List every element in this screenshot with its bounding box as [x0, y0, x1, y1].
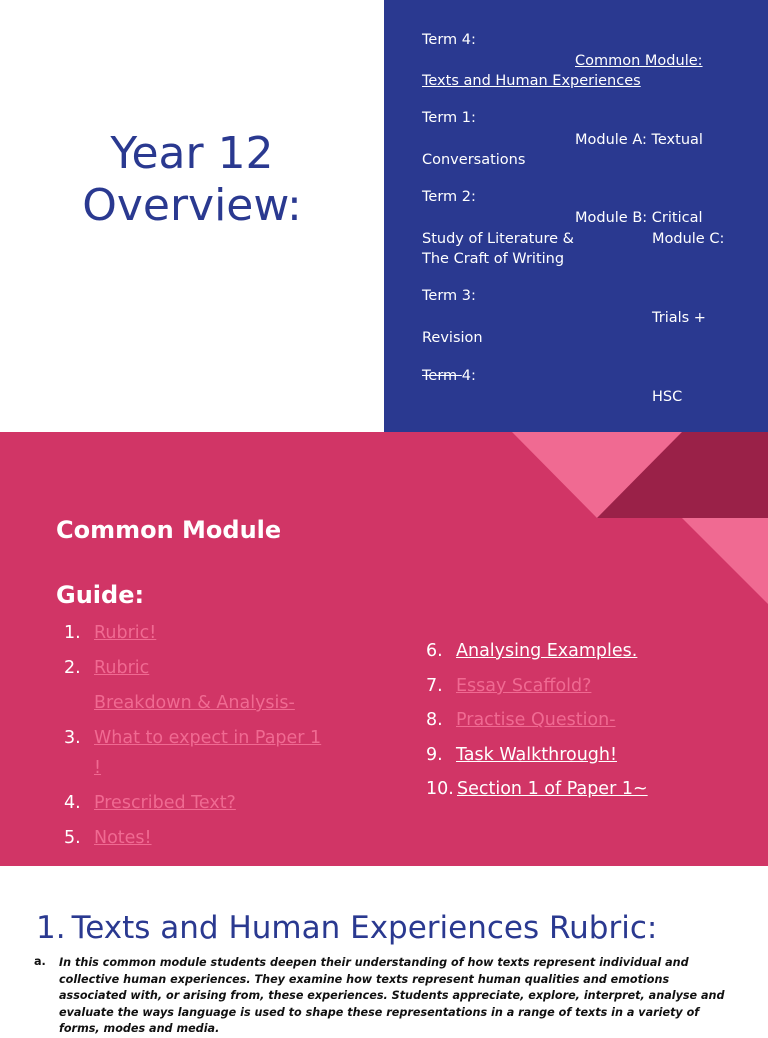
term4b-struck: Term — [422, 368, 462, 384]
guide-heading-2: Guide: — [56, 581, 145, 609]
analysing-examples-link[interactable]: Analysing Examples. — [456, 641, 638, 661]
title-line-1: Year 12 — [110, 128, 274, 179]
common-module-link[interactable]: Common Module: — [575, 53, 703, 69]
module-a-text-2: Conversations — [422, 152, 526, 168]
item-number: 10. — [426, 779, 454, 799]
trials-text: Trials + — [652, 310, 706, 326]
module-b-text: Module B: Critical — [575, 210, 703, 226]
term2-label: Term 2: — [422, 189, 476, 205]
module-c-text-2: The Craft of Writing — [422, 251, 565, 267]
guide-heading-1: Common Module — [56, 516, 282, 544]
list-marker: a. — [34, 955, 46, 968]
practise-question-link[interactable]: Practise Question- — [456, 710, 616, 730]
term4b-rest: 4: — [461, 368, 476, 384]
item-number: 2. — [64, 658, 81, 678]
paper1-expect-link[interactable]: What to expect in Paper 1 — [94, 728, 322, 748]
item-number: 3. — [64, 728, 81, 748]
item-number: 6. — [426, 641, 443, 661]
hsc-text: HSC — [652, 389, 683, 405]
term-schedule-panel — [384, 0, 768, 432]
term3-label: Term 3: — [422, 288, 476, 304]
triangle-light-lower — [682, 518, 768, 604]
prescribed-text-link[interactable]: Prescribed Text? — [94, 793, 236, 813]
item-number: 4. — [64, 793, 81, 813]
term4b-label — [422, 366, 476, 386]
revision-text: Revision — [422, 330, 483, 346]
texts-human-experiences-link[interactable]: Texts and Human Experiences — [422, 73, 641, 89]
section1-paper1-link[interactable]: Section 1 of Paper 1~ — [457, 779, 648, 799]
module-a-text: Module A: Textual — [575, 132, 703, 148]
common-module-guide-slide — [0, 432, 768, 866]
module-c-text: Module C: — [652, 231, 725, 247]
term1-label: Term 1: — [422, 110, 476, 126]
overview-slide — [0, 0, 768, 432]
rubric-heading-text: Texts and Human Experiences Rubric: — [71, 910, 658, 946]
rubric-heading — [36, 910, 657, 946]
notes-link[interactable]: Notes! — [94, 828, 152, 848]
paper1-expect-link-2[interactable]: ! — [94, 758, 102, 778]
item-number: 1. — [64, 623, 81, 643]
item-number: 7. — [426, 676, 443, 696]
term4-label: Term 4: — [422, 32, 476, 48]
title-line-2: Overview: — [82, 180, 302, 231]
rubric-heading-number: 1. — [36, 910, 66, 946]
rubric-paragraph: In this common module students deepen their understanding of how texts represent individual and collective human experiences. They examine how texts represent human qualities and emotions associated with, or arising from, these experiences. Students appreciate, explore, interpret, analyse and evaluate the ways language is used to shape these representations in a range of texts in a variety of forms, modes and media. — [59, 956, 725, 1035]
task-walkthrough-link[interactable]: Task Walkthrough! — [456, 745, 618, 765]
rubric-link[interactable]: Rubric! — [94, 623, 157, 643]
rubric-breakdown-link[interactable]: Rubric — [94, 658, 150, 678]
essay-scaffold-link[interactable]: Essay Scaffold? — [456, 676, 592, 696]
item-number: 9. — [426, 745, 443, 765]
module-b-text-2: Study of Literature & — [422, 231, 574, 247]
rubric-slide — [0, 866, 768, 1035]
item-number: 8. — [426, 710, 443, 730]
item-number: 5. — [64, 828, 81, 848]
slide-title — [0, 128, 384, 232]
square-dark — [682, 432, 768, 518]
rubric-breakdown-link-2[interactable]: Breakdown & Analysis- — [94, 693, 295, 713]
